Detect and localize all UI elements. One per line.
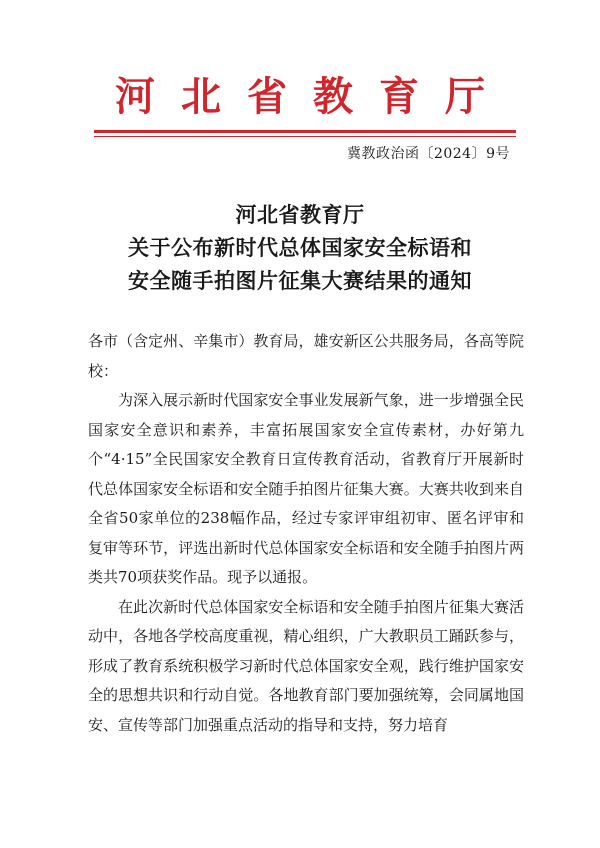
body-paragraph: 为深入展示新时代国家安全事业发展新气象，进一步增强全民国家安全意识和素养，丰富拓展国家安全宣传素材，办好第九个“4·15”全民国家安全教育日宣传教育活动，省教育厅开展新时代总体国家安全标语和安全随手拍图片征集大赛。大赛共收到来自全省50家单位的238幅作品，经过专家评审组初审、匿名评审和复审等环节，评选出新时代总体国家安全标语和安全随手拍图片两类共70项获奖作品。现予以通报。 xyxy=(88,391,524,586)
body-paragraph: 在此次新时代总体国家安全标语和安全随手拍图片征集大赛活动中，各地各学校高度重视，精心组织，广大教职员工踊跃参与，形成了教育系统积极学习新时代总体国家安全观，践行维护国家安全的思想共识和行动自觉。各地教育部门要加强统筹，会同属地国安、宣传等部门加强重点活动的指导和支持，努力培育 xyxy=(88,597,524,734)
title-line: 河北省教育厅 xyxy=(235,202,365,227)
salutation: 各市（含定州、辛集市）教育局，雄安新区公共服务局，各高等院校： xyxy=(88,332,524,380)
letterhead-rule-thick xyxy=(94,130,516,133)
letterhead-title: 河北省教育厅 xyxy=(115,73,511,120)
title-line: 关于公布新时代总体国家安全标语和 xyxy=(128,235,472,260)
notice-body xyxy=(88,327,524,740)
letterhead-rule-thin xyxy=(94,136,516,137)
title-line: 安全随手拍图片征集大赛结果的通知 xyxy=(128,268,472,293)
document-number: 冀教政治函〔2024〕9号 xyxy=(346,146,510,162)
notice-title xyxy=(0,198,600,297)
